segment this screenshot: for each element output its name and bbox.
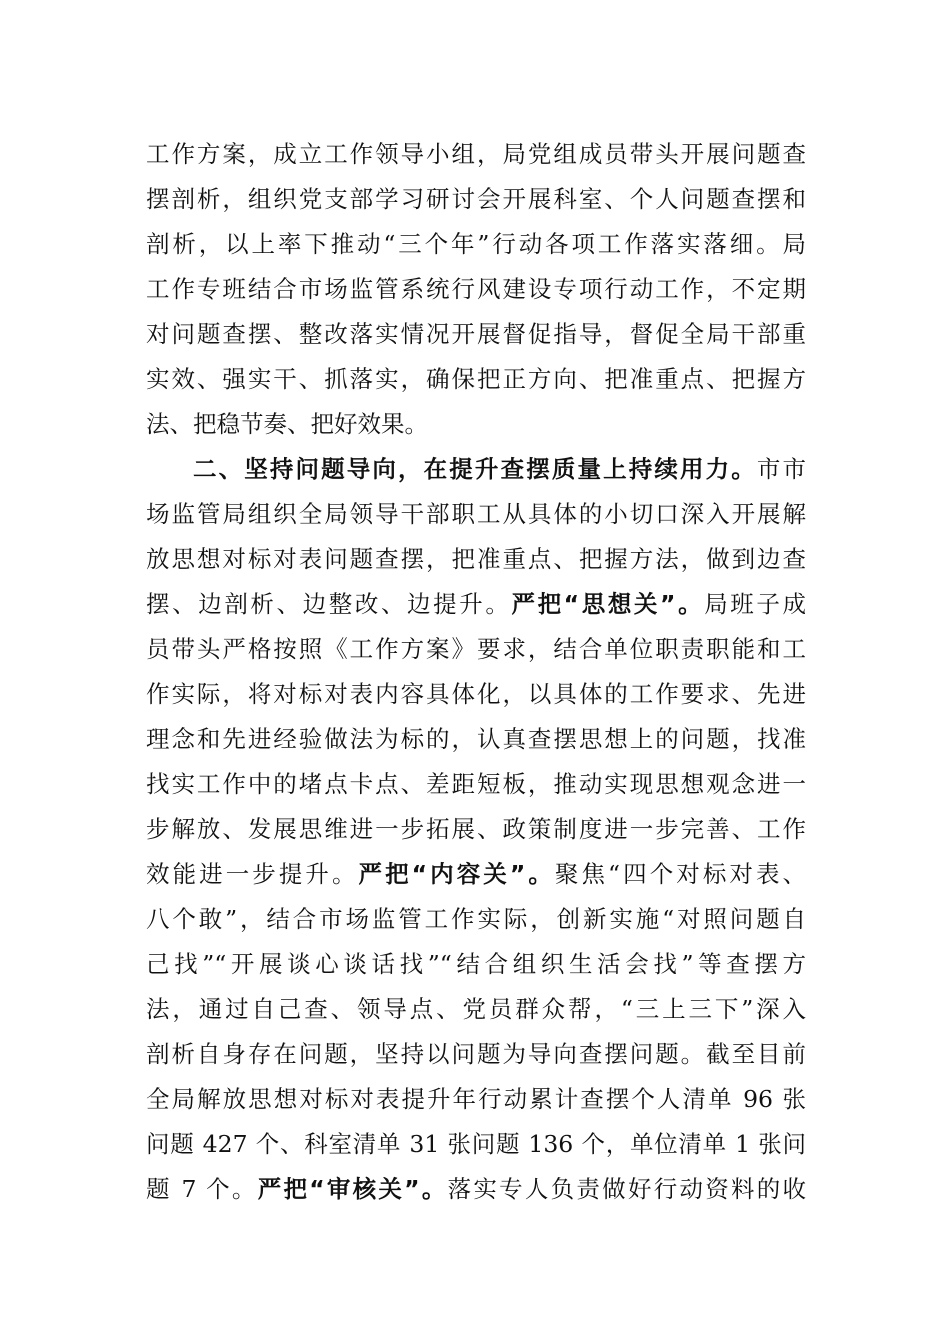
bold-subheading: 严把“思想关”。	[511, 590, 705, 618]
body-text: 落实专人负责做好行动资料的收	[447, 1175, 806, 1203]
body-text-line: 己找”“开展谈心谈话找”“结合组织生活会找”等查摆方	[146, 950, 806, 978]
body-text-line: 法，通过自己查、领导点、党员群众帮，“三上三下”深入	[146, 995, 806, 1023]
body-text-line: 工作方案，成立工作领导小组，局党组成员带头开展问题查	[146, 140, 806, 168]
body-text-line	[146, 581, 806, 627]
body-text: 题 7 个。	[146, 1175, 258, 1203]
body-text-line: 剖析自身存在问题，坚持以问题为导向查摆问题。截至目前	[146, 1040, 806, 1068]
body-text-line: 场监管局组织全局领导干部职工从具体的小切口深入开展解	[146, 500, 806, 528]
body-text: 摆、边剖析、边整改、边提升。	[146, 590, 512, 618]
body-text-line: 作实际，将对标对表内容具体化，以具体的工作要求、先进	[146, 680, 806, 708]
body-text: 市市	[756, 455, 806, 483]
body-text-line: 放思想对标对表问题查摆，把准重点、把握方法，做到边查	[146, 545, 806, 573]
body-text-line: 理念和先进经验做法为标的，认真查摆思想上的问题，找准	[146, 725, 806, 753]
body-text-line: 八个敢”，结合市场监管工作实际，创新实施“对照问题自	[146, 905, 806, 933]
body-text-line: 问题 427 个、科室清单 31 张问题 136 个，单位清单 1 张问	[146, 1130, 806, 1158]
body-text-line	[146, 851, 806, 897]
bold-subheading: 严把“内容关”。	[358, 860, 555, 888]
body-text-line: 找实工作中的堵点卡点、差距短板，推动实现思想观念进一	[146, 770, 806, 798]
body-text-line	[146, 1166, 806, 1212]
body-text: 效能进一步提升。	[146, 860, 359, 888]
body-text-line: 对问题查摆、整改落实情况开展督促指导，督促全局干部重	[146, 320, 806, 348]
bold-subheading: 严把“审核关”。	[257, 1175, 448, 1203]
body-text-line: 摆剖析，组织党支部学习研讨会开展科室、个人问题查摆和	[146, 185, 806, 213]
body-text-line: 员带头严格按照《工作方案》要求，结合单位职责职能和工	[146, 635, 806, 663]
body-text-line: 步解放、发展思维进一步拓展、政策制度进一步完善、工作	[146, 815, 806, 843]
body-text-line: 工作专班结合市场监管系统行风建设专项行动工作，不定期	[146, 275, 806, 303]
body-text-line: 实效、强实干、抓落实，确保把正方向、把准重点、把握方	[146, 365, 806, 393]
section-heading: 二、坚持问题导向，在提升查摆质量上持续用力。	[193, 455, 757, 483]
section-heading-line	[193, 446, 806, 492]
body-text: 聚焦“四个对标对表、	[554, 860, 806, 888]
body-text: 局班子成	[704, 590, 806, 618]
body-text-line: 法、把稳节奏、把好效果。	[146, 410, 428, 438]
body-text-line: 剖析，以上率下推动“三个年”行动各项工作落实落细。局	[146, 230, 806, 258]
body-text-line: 全局解放思想对标对表提升年行动累计查摆个人清单 96 张	[146, 1085, 806, 1113]
